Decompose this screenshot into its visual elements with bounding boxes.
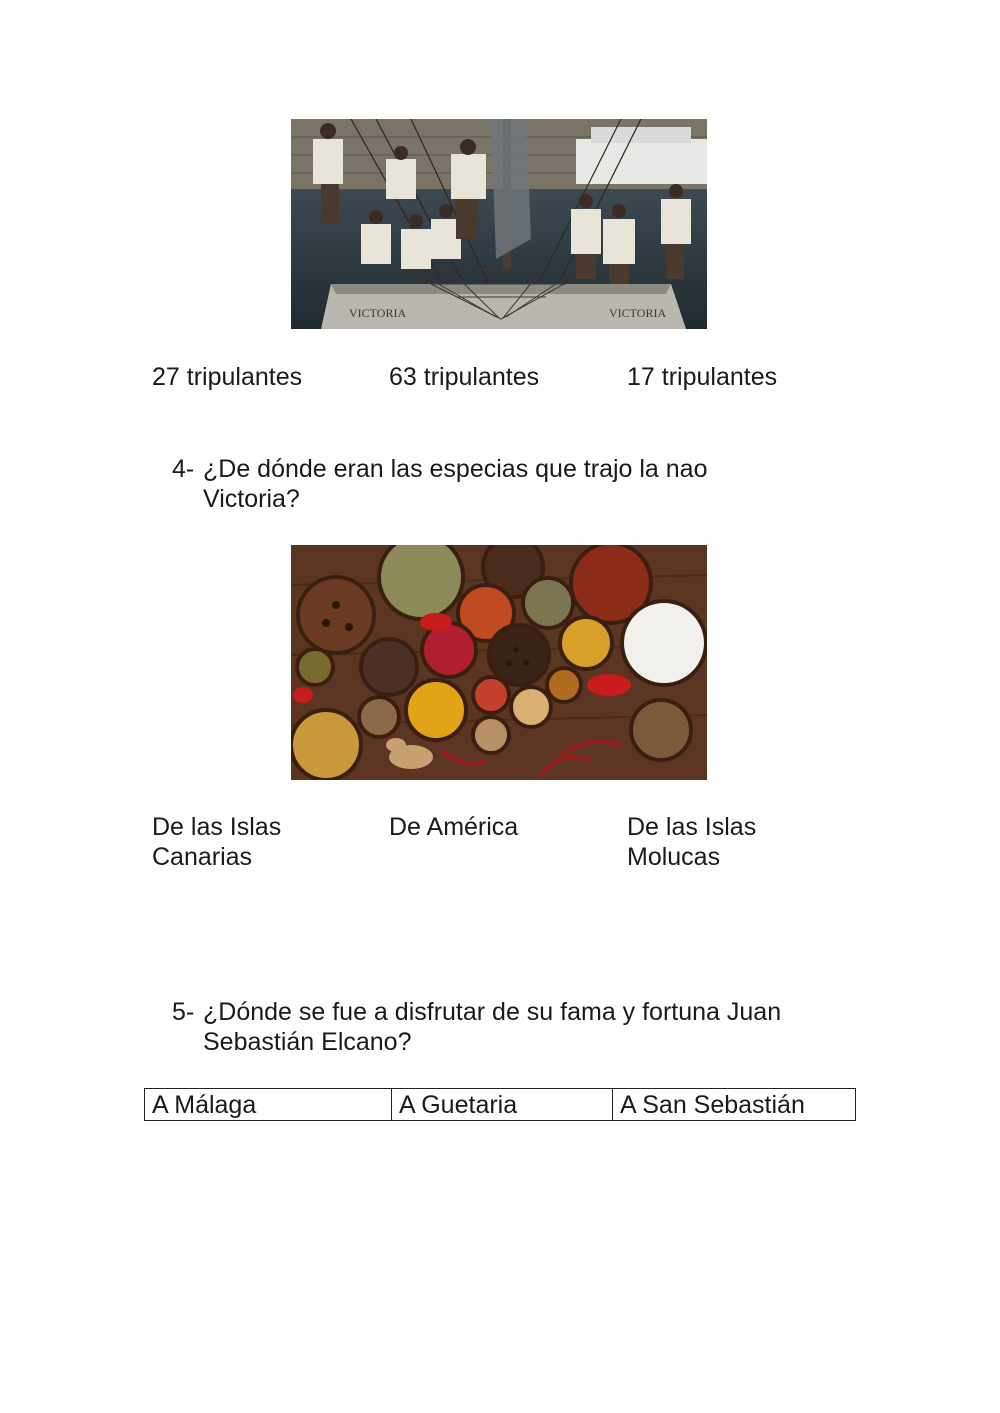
q5-option-3[interactable]: A San Sebastián bbox=[613, 1089, 856, 1121]
question-4-number: 4- bbox=[172, 455, 195, 483]
spices-photo bbox=[291, 545, 707, 780]
q4-option-3-line-1[interactable]: De las Islas bbox=[627, 813, 757, 841]
q4-option-2[interactable]: De América bbox=[389, 813, 519, 841]
ship-crew-photo bbox=[291, 119, 707, 329]
question-5-line-1: ¿Dónde se fue a disfrutar de su fama y fortuna Juan bbox=[203, 998, 782, 1026]
question-4-line-1: ¿De dónde eran las especias que trajo la nao bbox=[203, 455, 708, 483]
svg-text:VICTORIA: VICTORIA bbox=[349, 306, 407, 320]
q5-answer-table bbox=[144, 1088, 856, 1121]
q5-option-1[interactable]: A Málaga bbox=[145, 1089, 392, 1121]
question-4-line-2: Victoria? bbox=[203, 485, 300, 513]
question-5-line-2: Sebastián Elcano? bbox=[203, 1028, 412, 1056]
q4-option-1-line-2[interactable]: Canarias bbox=[152, 843, 253, 871]
q3-option-1[interactable]: 27 tripulantes bbox=[152, 363, 303, 391]
q4-option-1-line-1[interactable]: De las Islas bbox=[152, 813, 282, 841]
svg-text:VICTORIA: VICTORIA bbox=[609, 306, 667, 320]
q5-option-2[interactable]: A Guetaria bbox=[392, 1089, 613, 1121]
q3-option-3[interactable]: 17 tripulantes bbox=[627, 363, 778, 391]
q3-option-2[interactable]: 63 tripulantes bbox=[389, 363, 540, 391]
question-5-number: 5- bbox=[172, 998, 195, 1026]
table-row bbox=[145, 1089, 856, 1121]
q4-option-3-line-2[interactable]: Molucas bbox=[627, 843, 721, 871]
